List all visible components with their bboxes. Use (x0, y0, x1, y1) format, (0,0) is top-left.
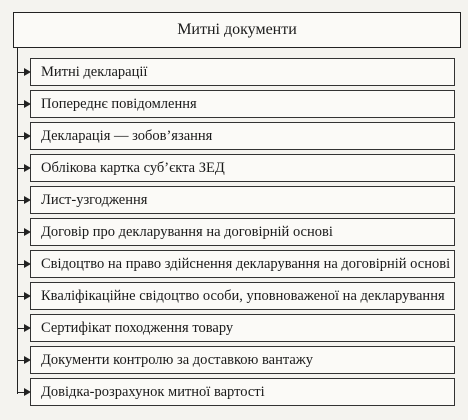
list-item: Свідоцтво на право здійснення декларування на договірній основі (30, 250, 455, 278)
list-item: Лист-узгодження (30, 186, 455, 214)
list-item: Договір про декларування на договірній основі (30, 218, 455, 246)
arrow-connector (17, 136, 29, 137)
list-item: Декларація — зобов’язання (30, 122, 455, 150)
arrow-connector (17, 296, 29, 297)
arrow-connector (17, 392, 29, 393)
list-item: Кваліфікаційне свідоцтво особи, уповноваженої на декларування (30, 282, 455, 310)
arrow-connector (17, 232, 29, 233)
arrow-connector (17, 72, 29, 73)
list-item: Довідка-розрахунок митної вартості (30, 378, 455, 406)
arrow-connector (17, 200, 29, 201)
list-item: Сертифікат походження товару (30, 314, 455, 342)
diagram-title: Митні документи (13, 12, 461, 48)
connector-trunk (17, 48, 18, 394)
arrow-connector (17, 360, 29, 361)
arrow-connector (17, 168, 29, 169)
list-item: Митні декларації (30, 58, 455, 86)
list-item: Попереднє повідомлення (30, 90, 455, 118)
arrow-connector (17, 104, 29, 105)
arrow-connector (17, 264, 29, 265)
arrow-connector (17, 328, 29, 329)
list-item: Облікова картка суб’єкта ЗЕД (30, 154, 455, 182)
list-item: Документи контролю за доставкою вантажу (30, 346, 455, 374)
